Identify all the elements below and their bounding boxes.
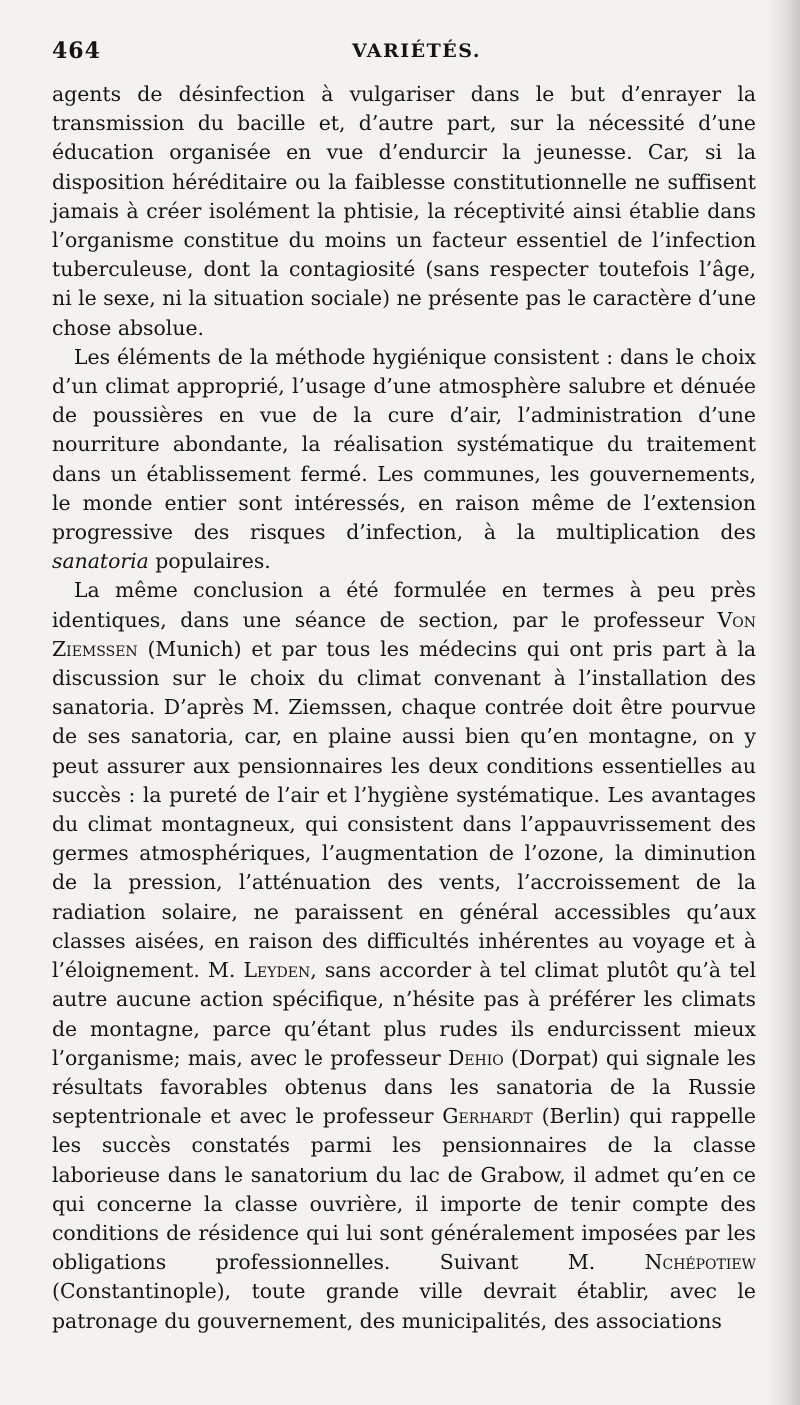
text-segment: (Munich) et par tous les médecins qui ont pris part à la discussion sur le choix du climat convenant à l’installation des sanatoria. D’après M. Ziemssen, chaque contrée doit être pourvue de ses sanatoria, car, en plaine aussi bien qu’en montagne, on y peut assurer aux pensionnaires les deux conditions essentielles au succès : la pureté de l’air et l’hygiène systématique. Les avantages du climat montagneux, qui consistent dans l’appauvrissement des germes atmosphériques, l’augmentation de l’ozone, la diminution de la pression, l’atténuation des vents, l’accroissement de la radiation solaire, ne paraissent en général accessibles qu’aux classes aisées, en raison des difficultés inhérentes au voyage et à l’éloignement. M. xyxy=(52,636,756,983)
body-text xyxy=(52,80,756,1336)
running-head: VARIÉTÉS. xyxy=(352,40,481,62)
text-segment: Les éléments de la méthode hygiénique consistent : dans le choix d’un climat approprié, l’usage d’une atmosphère salubre et dénuée de poussières en vue de la cure d’air, l’administration d’une nourriture abondante, la réalisation systématique du traitement dans un établissement fermé. Les communes, les gouvernements, le monde entier sont intéressés, en raison même de l’extension progressive des risques d’infection, à la multiplication des xyxy=(52,344,756,545)
page-header xyxy=(52,28,756,74)
person-name: Gerhardt xyxy=(442,1104,533,1129)
person-name: Dehio xyxy=(447,1045,504,1070)
paragraph-3 xyxy=(52,576,756,1335)
text-segment: (Dorpat) qui signale les résultats favorables obtenus dans les sanatoria de la Russie septentrionale et avec le professeur xyxy=(52,1045,756,1129)
paragraph-1 xyxy=(52,80,756,343)
text-segment: populaires. xyxy=(148,549,271,574)
person-name: Von Ziemssen xyxy=(52,607,756,661)
page-number: 464 xyxy=(52,38,101,64)
person-name: Leyden xyxy=(243,958,311,983)
text-segment: La même conclusion a été formulée en termes à peu près identiques, dans une séance de section, par le professeur xyxy=(52,578,756,632)
text-segment: , sans accorder à tel climat plutôt qu’à tel autre aucune action spécifique, n’hésite pas à préférer les climats de montagne, parce qu’étant plus rudes ils endurcissent mieux l’organisme; mais, avec le professeur xyxy=(52,958,756,1070)
person-name: Nchépotiew xyxy=(644,1250,756,1275)
text-segment: (Constantinople), toute grande ville devrait établir, avec le patronage du gouvernement, des municipalités, des associations xyxy=(52,1279,756,1333)
text-segment: agents de désinfection à vulgariser dans le but d’enrayer la transmission du bacille et, d’autre part, sur la nécessité d’une éducation organisée en vue d’endurcir la jeunesse. Car, si la disposition héréditaire ou la faiblesse constitutionnelle ne suffisent jamais à créer isolément la phtisie, la réceptivité ainsi établie dans l’organisme constitue du moins un facteur essentiel de l’infection tuberculeuse, dont la contagiosité (sans respecter toutefois l’âge, ni le sexe, ni la situation sociale) ne présente pas le caractère d’une chose absolue. xyxy=(52,82,757,340)
italic-term: sanatoria xyxy=(52,549,149,574)
paragraph-2 xyxy=(52,343,756,577)
text-segment: (Berlin) qui rappelle les succès constatés parmi les pensionnaires de la classe laborieuse dans le sanatorium du lac de Grabow, il admet qu’en ce qui concerne la classe ouvrière, il importe de tenir compte des conditions de résidence qui lui sont généralement imposées par les obligations professionnelles. Suivant M. xyxy=(52,1104,756,1275)
